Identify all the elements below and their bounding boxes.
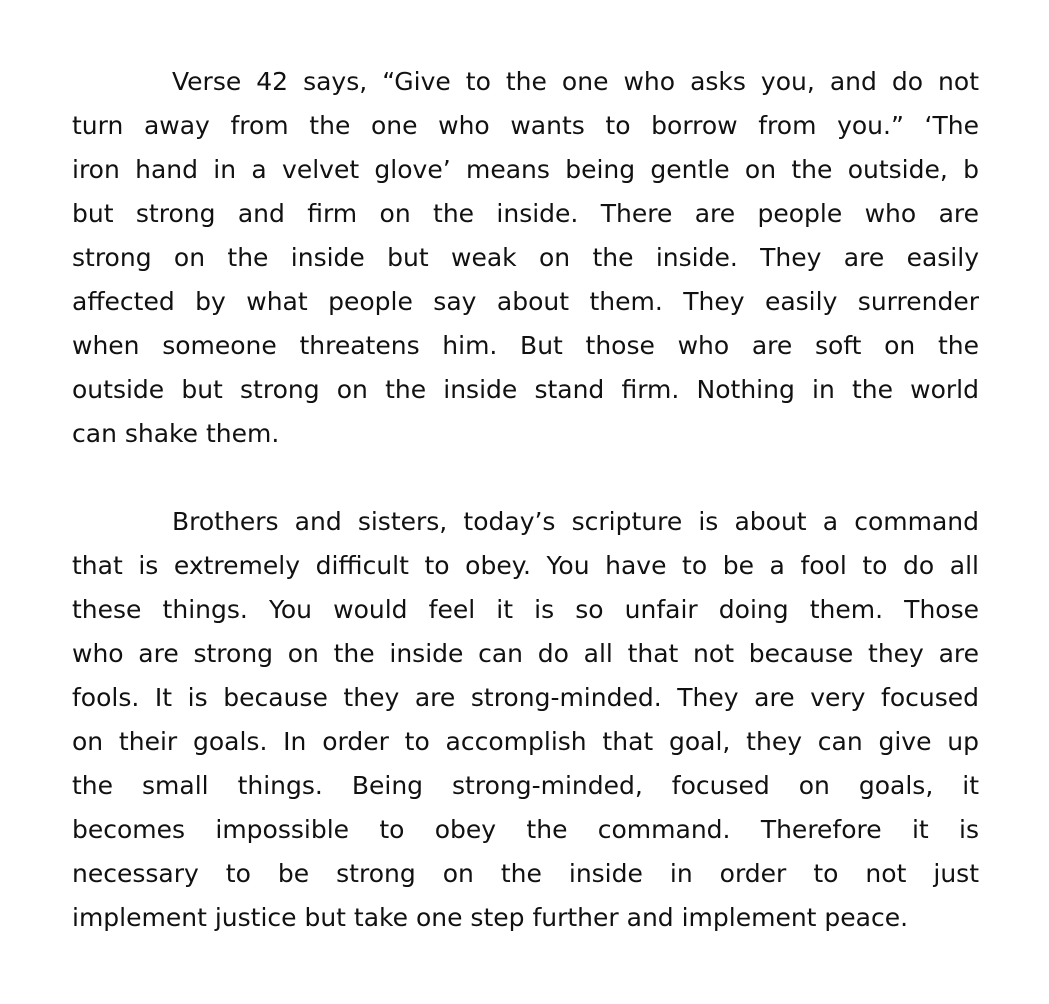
paragraph-line: outside but strong on the inside stand firm. Nothing in the world: [72, 375, 979, 404]
paragraph-1: [72, 60, 979, 456]
paragraph-line: on their goals. In order to accomplish that goal, they can give up: [72, 727, 979, 756]
paragraph-line: the small things. Being strong-minded, focused on goals, it: [72, 771, 979, 800]
paragraph-line: when someone threatens him. But those who are soft on the: [72, 331, 979, 360]
paragraph-line: but strong and firm on the inside. There are people who are: [72, 199, 979, 228]
paragraph-line: that is extremely difficult to obey. You have to be a fool to do all: [72, 551, 979, 580]
paragraph-line: necessary to be strong on the inside in order to not just: [72, 859, 979, 888]
paragraph-line: fools. It is because they are strong-minded. They are very focused: [72, 683, 979, 712]
paragraph-line: turn away from the one who wants to borrow from you.” ‘The: [72, 111, 979, 140]
paragraph-line: Verse 42 says, “Give to the one who asks you, and do not: [172, 67, 979, 96]
paragraph-line: Brothers and sisters, today’s scripture is about a command: [172, 507, 979, 536]
paragraph-line: who are strong on the inside can do all that not because they are: [72, 639, 979, 668]
paragraph-line: these things. You would feel it is so unfair doing them. Those: [72, 595, 979, 624]
paragraph-2: [72, 500, 979, 940]
paragraph-line: becomes impossible to obey the command. Therefore it is: [72, 815, 979, 844]
paragraph-line: iron hand in a velvet glove’ means being gentle on the outside, b: [72, 155, 979, 184]
paragraph-gap: [72, 456, 979, 500]
paragraph-line: can shake them.: [72, 419, 280, 448]
paragraph-line: strong on the inside but weak on the inside. They are easily: [72, 243, 979, 272]
paragraph-line: affected by what people say about them. They easily surrender: [72, 287, 979, 316]
paragraph-line: implement justice but take one step further and implement peace.: [72, 903, 909, 932]
document-page: [72, 60, 979, 940]
